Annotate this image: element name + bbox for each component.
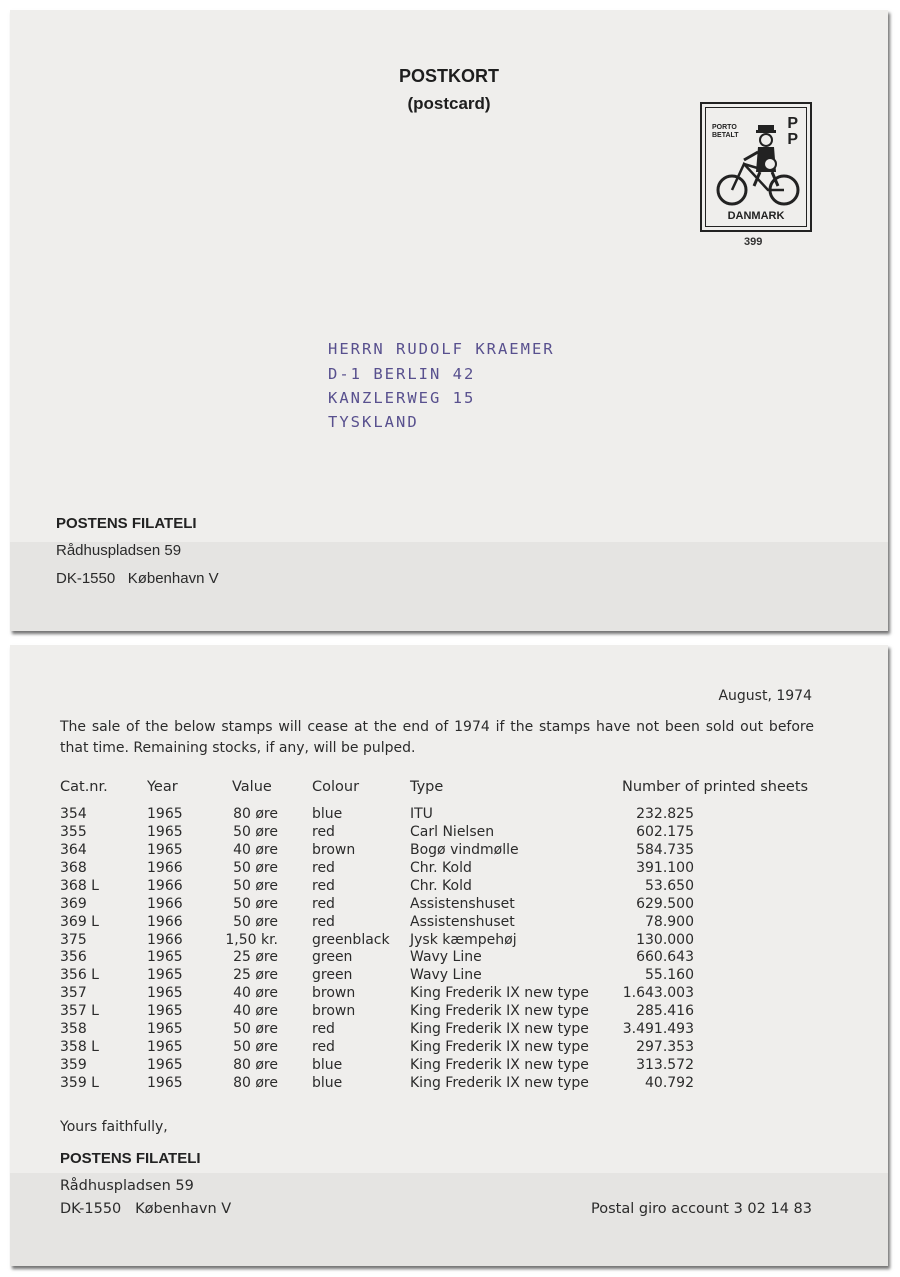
cell-type: Assistenshuset <box>410 895 515 912</box>
postage-stamp <box>700 102 812 232</box>
sender-street: Rådhuspladsen 59 <box>56 542 182 559</box>
cell-colour: red <box>312 823 335 840</box>
cell-cat-nr: 358 <box>60 1021 87 1038</box>
cell-type: Assistenshuset <box>410 913 515 930</box>
cell-year: 1965 <box>147 985 183 1002</box>
cell-value: 80 øre <box>233 1074 278 1091</box>
cell-type: King Frederik IX new type <box>410 985 589 1002</box>
intro-paragraph: The sale of the below stamps will cease at the end of 1974 if the stamps have not been sold out before that time. Remaining stocks, if any, will be pulped. <box>60 719 814 756</box>
address-line-street: KANZLERWEG 15 <box>328 389 476 407</box>
cell-value: 25 øre <box>233 967 278 984</box>
cell-cat-nr: 375 <box>60 931 87 948</box>
table-row <box>10 1021 888 1039</box>
cell-cat-nr: 355 <box>60 823 87 840</box>
postman-on-bicycle-icon <box>708 114 804 210</box>
cell-type: Wavy Line <box>410 949 482 966</box>
giro-account: Postal giro account 3 02 14 83 <box>591 1201 812 1217</box>
cell-value: 80 øre <box>233 1057 278 1074</box>
letter-date: August, 1974 <box>718 688 812 704</box>
cell-type: King Frederik IX new type <box>410 1039 589 1056</box>
cell-colour: green <box>312 949 353 966</box>
stamp-pp-mark: P P <box>787 115 798 148</box>
cell-value: 50 øre <box>233 859 278 876</box>
cell-sheets: 602.175 <box>636 823 694 840</box>
sender-street: Rådhuspladsen 59 <box>60 1178 194 1194</box>
cell-year: 1965 <box>147 1057 183 1074</box>
cell-cat-nr: 354 <box>60 806 87 822</box>
cell-cat-nr: 368 <box>60 859 87 876</box>
cell-sheets: 130.000 <box>636 931 694 948</box>
cell-sheets: 629.500 <box>636 895 694 912</box>
cell-cat-nr: 369 <box>60 895 87 912</box>
cell-colour: blue <box>312 806 343 822</box>
cell-type: King Frederik IX new type <box>410 1074 589 1091</box>
cell-sheets: 285.416 <box>636 1003 694 1020</box>
cell-type: Jysk kæmpehøj <box>410 931 517 948</box>
cell-sheets: 313.572 <box>636 1057 694 1074</box>
cell-cat-nr: 357 L <box>60 1003 99 1020</box>
cell-sheets: 232.825 <box>636 806 694 822</box>
cell-year: 1965 <box>147 806 183 822</box>
cell-year: 1965 <box>147 1039 183 1056</box>
cell-year: 1965 <box>147 949 183 966</box>
cell-cat-nr: 359 <box>60 1057 87 1074</box>
column-header-sheets: Number of printed sheets <box>622 779 809 795</box>
cell-cat-nr: 369 L <box>60 913 99 930</box>
table-row <box>10 985 888 1003</box>
cell-cat-nr: 358 L <box>60 1039 99 1056</box>
table-row <box>10 967 888 985</box>
cell-year: 1966 <box>147 931 183 948</box>
cell-type: King Frederik IX new type <box>410 1003 589 1020</box>
cell-type: Carl Nielsen <box>410 823 495 840</box>
cell-cat-nr: 364 <box>60 841 87 858</box>
cell-cat-nr: 368 L <box>60 877 99 894</box>
cell-colour: brown <box>312 1003 356 1020</box>
cell-type: ITU <box>410 806 433 822</box>
postcard-back <box>10 645 888 1266</box>
cell-value: 50 øre <box>233 895 278 912</box>
cell-sheets: 1.643.003 <box>622 985 694 1002</box>
cell-colour: red <box>312 1021 335 1038</box>
postcard-subtitle: (postcard) <box>407 94 491 113</box>
cell-colour: red <box>312 877 335 894</box>
cell-value: 40 øre <box>233 1003 278 1020</box>
cell-cat-nr: 357 <box>60 985 87 1002</box>
cell-value: 40 øre <box>233 841 278 858</box>
address-line-country: TYSKLAND <box>328 413 419 431</box>
cell-colour: brown <box>312 985 356 1002</box>
cell-cat-nr: 359 L <box>60 1074 99 1091</box>
cell-sheets: 391.100 <box>636 859 694 876</box>
stamp-country: DANMARK <box>727 210 785 222</box>
column-header-colour: Colour <box>312 779 360 795</box>
sender-city: DK-1550 København V <box>56 570 219 587</box>
cell-value: 25 øre <box>233 949 278 966</box>
cell-type: King Frederik IX new type <box>410 1057 589 1074</box>
sender-name: POSTENS FILATELI <box>56 515 197 532</box>
cell-type: Chr. Kold <box>410 859 472 876</box>
table-row <box>10 1003 888 1021</box>
cell-type: Wavy Line <box>410 967 482 984</box>
cell-colour: blue <box>312 1057 343 1074</box>
cell-colour: red <box>312 913 335 930</box>
cell-year: 1965 <box>147 967 183 984</box>
cell-sheets: 584.735 <box>636 841 694 858</box>
cell-sheets: 78.900 <box>645 913 694 930</box>
cell-colour: red <box>312 895 335 912</box>
cell-colour: greenblack <box>312 931 390 948</box>
cell-sheets: 297.353 <box>636 1039 694 1056</box>
cell-year: 1966 <box>147 859 183 876</box>
cell-year: 1965 <box>147 823 183 840</box>
cell-value: 80 øre <box>233 806 278 822</box>
cell-sheets: 55.160 <box>645 967 694 984</box>
table-row <box>10 824 888 842</box>
cell-value: 50 øre <box>233 1039 278 1056</box>
cell-value: 40 øre <box>233 985 278 1002</box>
cell-sheets: 40.792 <box>645 1074 694 1091</box>
cell-year: 1966 <box>147 913 183 930</box>
cell-type: Chr. Kold <box>410 877 472 894</box>
table-row <box>10 949 888 967</box>
table-row <box>10 1075 888 1093</box>
column-header-type: Type <box>410 779 444 795</box>
table-row <box>10 1039 888 1057</box>
stamp-frame <box>705 107 807 227</box>
cell-cat-nr: 356 <box>60 949 87 966</box>
stamp-porto-text: PORTO BETALT <box>712 124 739 139</box>
table-row <box>10 806 888 824</box>
address-line-name: HERRN RUDOLF KRAEMER <box>328 340 555 358</box>
sender-name: POSTENS FILATELI <box>60 1150 201 1167</box>
stamp-number: 399 <box>744 236 763 248</box>
table-row <box>10 878 888 896</box>
postcard-front <box>10 10 888 631</box>
postcard-title: POSTKORT <box>398 66 499 86</box>
column-header-cat: Cat.nr. <box>60 779 108 795</box>
cell-colour: green <box>312 967 353 984</box>
cell-year: 1965 <box>147 1074 183 1091</box>
cell-colour: red <box>312 859 335 876</box>
cell-sheets: 3.491.493 <box>622 1021 694 1038</box>
cell-value: 50 øre <box>233 823 278 840</box>
closing: Yours faithfully, <box>60 1119 168 1135</box>
table-row <box>10 860 888 878</box>
table-row <box>10 914 888 932</box>
table-row <box>10 896 888 914</box>
column-header-value: Value <box>232 779 272 795</box>
cell-sheets: 53.650 <box>645 877 694 894</box>
cell-sheets: 660.643 <box>636 949 694 966</box>
cell-year: 1965 <box>147 1003 183 1020</box>
sender-city: DK-1550 København V <box>60 1201 232 1217</box>
table-row <box>10 1057 888 1075</box>
cell-type: Bogø vindmølle <box>410 841 519 858</box>
cell-colour: blue <box>312 1074 343 1091</box>
cell-year: 1966 <box>147 877 183 894</box>
column-header-year: Year <box>147 779 178 795</box>
cell-value: 50 øre <box>233 1021 278 1038</box>
cell-value: 50 øre <box>233 877 278 894</box>
cell-year: 1966 <box>147 895 183 912</box>
cell-colour: red <box>312 1039 335 1056</box>
address-line-city: D-1 BERLIN 42 <box>328 365 476 383</box>
cell-value: 50 øre <box>233 913 278 930</box>
table-row <box>10 932 888 950</box>
cell-colour: brown <box>312 841 356 858</box>
cell-value: 1,50 kr. <box>225 931 278 948</box>
cell-cat-nr: 356 L <box>60 967 99 984</box>
cell-type: King Frederik IX new type <box>410 1021 589 1038</box>
cell-year: 1965 <box>147 1021 183 1038</box>
cell-year: 1965 <box>147 841 183 858</box>
table-row <box>10 842 888 860</box>
